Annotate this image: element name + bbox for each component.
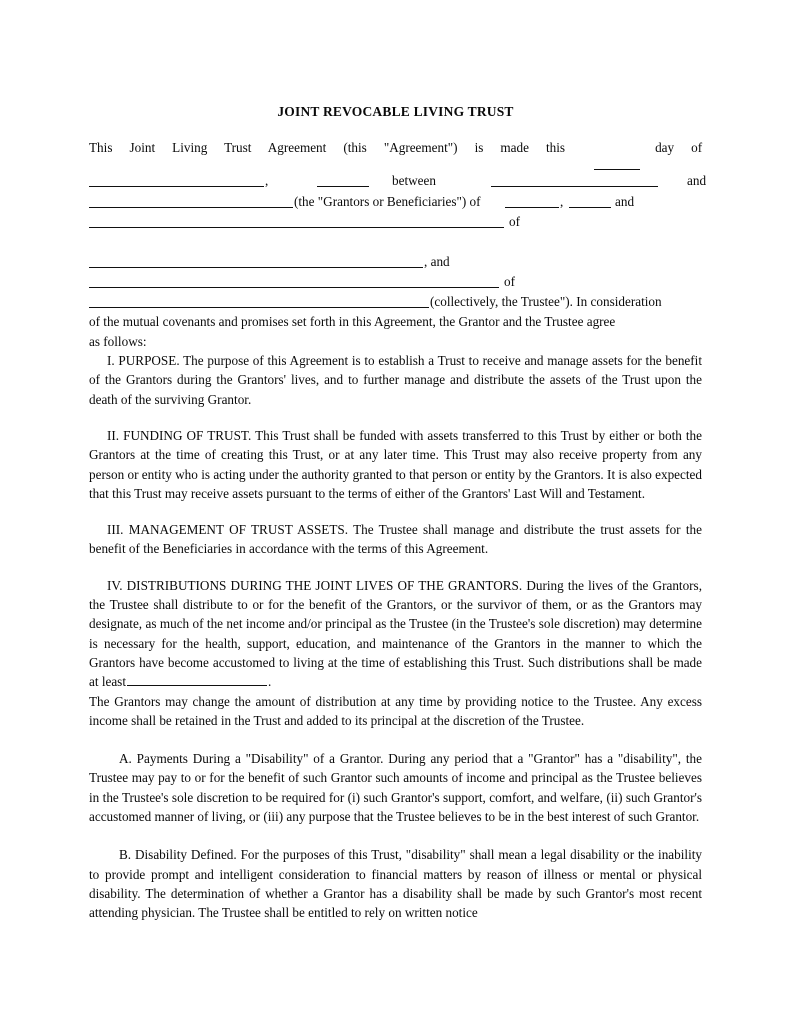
intro-word-of-1: of	[509, 214, 520, 230]
intro-line-4	[89, 212, 702, 232]
intro-word-living: Living	[172, 140, 208, 156]
fill-in-address-1[interactable]	[89, 227, 504, 228]
intro-word-and-2: and	[615, 194, 635, 210]
subsection-b-disability-defined: B. Disability Defined. For the purposes of this Trust, "disability" shall mean a legal disability or the inability to provide prompt and intelligent consideration to financial matters by reason of illness or mental or physical disability. The determination of whether a Grantor has a disability shall be made by such Grantor's most recent attending physician. The Trustee shall be entitled to rely on written notice	[89, 847, 702, 921]
intro-word-day: day	[655, 140, 675, 156]
section-iv-period: .	[267, 674, 272, 690]
intro-word-agreement-quoted: "Agreement")	[383, 140, 458, 156]
section-i-purpose: I. PURPOSE. The purpose of this Agreement is to establish a Trust to receive and manage assets for the benefit of the Grantors during the Grantors' lives, and to further manage and distribute the assets of the Trust upon the death of the surviving Grantor.	[89, 353, 702, 407]
section-iv-distributions	[89, 576, 702, 730]
subsection-a-payments-during-disability: A. Payments During a "Disability" of a Grantor. During any period that a "Grantor" has a "disability", the Trustee may pay to or for the benefit of such Grantor such amounts of income and principal as the Trustee believes in the Trustee's sole discretion to be required for (i) such Grantor's support, comfort, and welfare, (ii) such Grantor's accustomed manner of living, or (iii) any purpose that the Trustee believes to be in the best interest of such Grantor.	[89, 751, 702, 825]
intro-word-of-2: of	[504, 274, 515, 290]
fill-in-grantor-name-1[interactable]	[491, 186, 658, 187]
intro-word-agreement: Agreement	[267, 140, 327, 156]
fill-in-state-1[interactable]	[569, 207, 611, 208]
intro-word-between: between	[392, 173, 436, 189]
intro-word-this-paren: (this	[343, 140, 367, 156]
intro-word-and-1: and	[687, 173, 707, 189]
fill-in-day[interactable]	[582, 139, 638, 152]
intro-word-is: is	[474, 140, 484, 156]
document-body	[89, 104, 707, 923]
intro-as-follows: as follows:	[89, 333, 147, 349]
intro-line-5	[89, 252, 702, 272]
intro-collectively-trustee: (collectively, the Trustee"). In consideration	[430, 294, 662, 310]
fill-in-trustee-name-1[interactable]	[89, 267, 423, 268]
fill-in-trustee-name-2[interactable]	[89, 287, 499, 288]
intro-word-of: of	[691, 140, 703, 156]
intro-line-9	[89, 332, 702, 351]
section-iv-part-2: The Grantors may change the amount of distribution at any time by providing notice to the Trustee. Any excess income shall be retained in the Trust and added to its principal at the discretion of the Trustee.	[89, 693, 702, 728]
section-iii-management-of-trust-assets: III. MANAGEMENT OF TRUST ASSETS. The Trustee shall manage and distribute the trust assets for the benefit of the Beneficiaries in accordance with the terms of this Agreement.	[89, 522, 702, 557]
page-title: JOINT REVOCABLE LIVING TRUST	[277, 104, 514, 119]
fill-in-short-1[interactable]	[317, 186, 369, 187]
intro-line-2	[89, 171, 707, 192]
intro-word-this-2: this	[545, 140, 566, 156]
fill-in-city-1[interactable]	[505, 207, 559, 208]
intro-line-6	[89, 272, 702, 292]
intro-block	[89, 138, 707, 351]
intro-comma-1: ,	[265, 173, 269, 189]
intro-line-8	[89, 312, 702, 331]
fill-in-distribution-frequency[interactable]	[127, 672, 267, 686]
intro-and-clause: , and	[424, 254, 450, 270]
section-iv-part-1	[89, 576, 702, 692]
intro-word-joint: Joint	[129, 140, 156, 156]
intro-comma-2: ,	[560, 194, 564, 210]
intro-line-3	[89, 192, 702, 212]
fill-in-month-year[interactable]	[89, 186, 264, 187]
fill-in-grantor-name-2[interactable]	[89, 207, 293, 208]
intro-word-this: This	[89, 140, 113, 156]
intro-grantors-beneficiaries-text: (the "Grantors or Beneficiaries") of	[294, 194, 481, 210]
fill-in-trustee-address[interactable]	[89, 307, 429, 308]
section-ii-funding-of-trust: II. FUNDING OF TRUST. This Trust shall be funded with assets transferred to this Trust by either or both the Grantors at the time of creating this Trust, or at any later time. This Trust may also receive property from any person or entity who is acting under the authority granted to that person or entity by the Grantors. It is also expected that this Trust may receive assets pursuant to the terms of either of the Grantors' Last Will and Testament.	[89, 427, 702, 501]
section-iv-text-1: IV. DISTRIBUTIONS DURING THE JOINT LIVES OF THE GRANTORS. During the lives of the Grantors, the Trustee shall distribute to or for the benefit of the Grantors, or the survivor of them, or as the Grantors may designate, as much of the net income and/or principal as the Trustee (in the Trustee's sole discretion) may determine is necessary for the health, support, education, and maintenance of the Grantors in the manner to which the Grantors have become accustomed to living at the time of establishing this Trust. Such distributions shall be made at least	[89, 577, 702, 690]
intro-line-1	[89, 138, 702, 157]
fill-in-short-above[interactable]	[594, 169, 640, 170]
intro-word-made: made	[500, 140, 529, 156]
intro-mutual-covenants: of the mutual covenants and promises set forth in this Agreement, the Grantor and the Trustee agree	[89, 314, 616, 330]
intro-line-7	[89, 292, 702, 312]
intro-word-trust: Trust	[224, 140, 252, 156]
